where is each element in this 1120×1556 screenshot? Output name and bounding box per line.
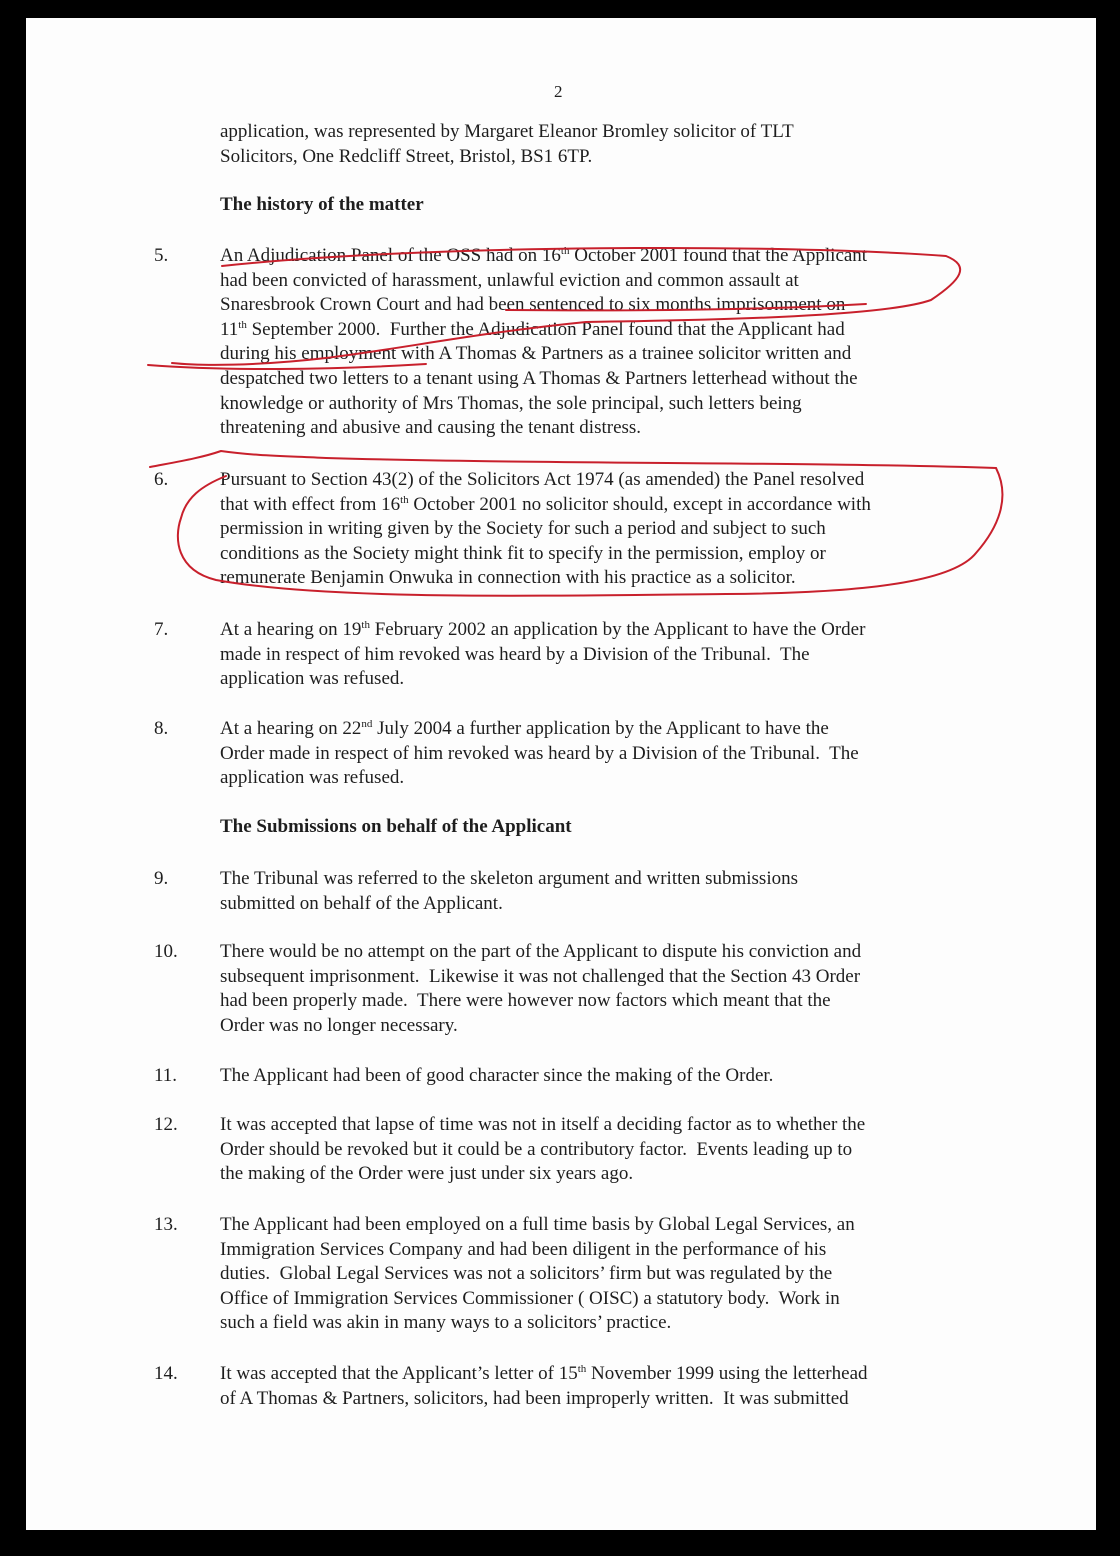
paragraph-number: 10. bbox=[154, 941, 178, 962]
text-line: despatched two letters to a tenant using A Thomas & Partners letterhead without the bbox=[220, 367, 858, 389]
page-number: 2 bbox=[554, 82, 563, 101]
text-line: during his employment with A Thomas & Partners as a trainee solicitor written and bbox=[220, 343, 852, 365]
text-line: Immigration Services Company and had been diligent in the performance of his bbox=[220, 1238, 827, 1260]
text-line: 11th September 2000. Further the Adjudication Panel found that the Applicant had bbox=[220, 318, 845, 340]
text-line: threatening and abusive and causing the tenant distress. bbox=[220, 417, 642, 439]
text-line: remunerate Benjamin Onwuka in connection with his practice as a solicitor. bbox=[220, 567, 796, 589]
text-line: At a hearing on 19th February 2002 an application by the Applicant to have the Order bbox=[220, 619, 866, 640]
paragraph-number: 6. bbox=[154, 469, 169, 490]
paragraph-number: 12. bbox=[154, 1114, 178, 1135]
text-line: Order made in respect of him revoked was heard by a Division of the Tribunal. The bbox=[220, 742, 859, 764]
text-line: There would be no attempt on the part of the Applicant to dispute his conviction and bbox=[220, 941, 862, 962]
text-line: of A Thomas & Partners, solicitors, had been improperly written. It was submitted bbox=[220, 1387, 849, 1409]
text-line: The Applicant had been of good character since the making of the Order. bbox=[220, 1065, 774, 1086]
text-line: permission in writing given by the Society for such a period and subject to such bbox=[220, 518, 826, 540]
paragraph-number: 13. bbox=[154, 1214, 178, 1235]
text-line: had been properly made. There were however now factors which meant that the bbox=[220, 990, 831, 1012]
heading-history: The history of the matter bbox=[220, 194, 424, 215]
text-line: Order should be revoked but it could be a contributory factor. Events leading up to bbox=[220, 1138, 853, 1160]
text-line: the making of the Order were just under six years ago. bbox=[220, 1163, 634, 1185]
ink-strike-line bbox=[506, 304, 866, 310]
text-line: application was refused. bbox=[220, 767, 405, 789]
paragraph-number: 14. bbox=[154, 1363, 178, 1384]
text-line: knowledge or authority of Mrs Thomas, the sole principal, such letters being bbox=[220, 392, 802, 414]
ordinal-superscript: th bbox=[238, 318, 247, 331]
ordinal-superscript: th bbox=[560, 245, 570, 257]
text-line: conditions as the Society might think fit to specify in the permission, employ or bbox=[220, 542, 826, 564]
text-line: that with effect from 16th October 2001 no solicitor should, except in accordance with bbox=[220, 493, 871, 515]
ink-circle-paragraph-6 bbox=[150, 451, 1002, 596]
ordinal-superscript: nd bbox=[361, 718, 373, 730]
text-line: submitted on behalf of the Applicant. bbox=[220, 892, 503, 914]
ink-circle-paragraph-5 bbox=[172, 248, 960, 365]
text-line: duties. Global Legal Services was not a solicitors’ firm but was regulated by the bbox=[220, 1263, 833, 1285]
ordinal-superscript: th bbox=[361, 619, 370, 631]
ordinal-superscript: th bbox=[400, 493, 409, 506]
paragraph-number: 8. bbox=[154, 718, 169, 739]
paragraph-number: 11. bbox=[154, 1065, 178, 1086]
text-line: It was accepted that lapse of time was not in itself a deciding factor as to whether the bbox=[220, 1114, 866, 1135]
text-line: had been convicted of harassment, unlawful eviction and common assault at bbox=[220, 269, 799, 291]
text-line: Pursuant to Section 43(2) of the Solicitors Act 1974 (as amended) the Panel resolved bbox=[220, 469, 865, 490]
text-line: subsequent imprisonment. Likewise it was not challenged that the Section 43 Order bbox=[220, 965, 861, 987]
paragraph-number: 5. bbox=[154, 245, 169, 266]
ordinal-superscript: th bbox=[577, 1363, 587, 1375]
text-line: The Applicant had been employed on a full time basis by Global Legal Services, an bbox=[220, 1214, 855, 1235]
text-line: application was refused. bbox=[220, 668, 405, 690]
pen-annotations bbox=[26, 18, 1096, 1530]
text-line: Snaresbrook Crown Court and had been sentenced to six months imprisonment on bbox=[220, 294, 846, 316]
paragraph-number: 9. bbox=[154, 868, 169, 889]
text-line: An Adjudication Panel of the OSS had on 16th October 2001 found that the Applicant bbox=[220, 245, 868, 266]
text-line: such a field was akin in many ways to a solicitors’ practice. bbox=[220, 1312, 672, 1334]
text-line: made in respect of him revoked was heard by a Division of the Tribunal. The bbox=[220, 643, 810, 665]
text-line: Order was no longer necessary. bbox=[220, 1014, 458, 1036]
document-page bbox=[26, 18, 1096, 1530]
text-line: The Tribunal was referred to the skeleton argument and written submissions bbox=[220, 868, 798, 889]
text-line: Office of Immigration Services Commissioner ( OISC) a statutory body. Work in bbox=[220, 1287, 840, 1309]
paragraph-number: 7. bbox=[154, 619, 169, 640]
text-line: It was accepted that the Applicant’s letter of 15th November 1999 using the letterhead bbox=[220, 1363, 868, 1384]
heading-submissions: The Submissions on behalf of the Applicant bbox=[220, 816, 572, 837]
intro-text: application, was represented by Margaret Eleanor Bromley solicitor of TLT Solicitors, One Redcliff Street, Bristol, BS1 6TP. bbox=[220, 121, 794, 167]
text-line: At a hearing on 22nd July 2004 a further application by the Applicant to have the bbox=[220, 718, 829, 739]
